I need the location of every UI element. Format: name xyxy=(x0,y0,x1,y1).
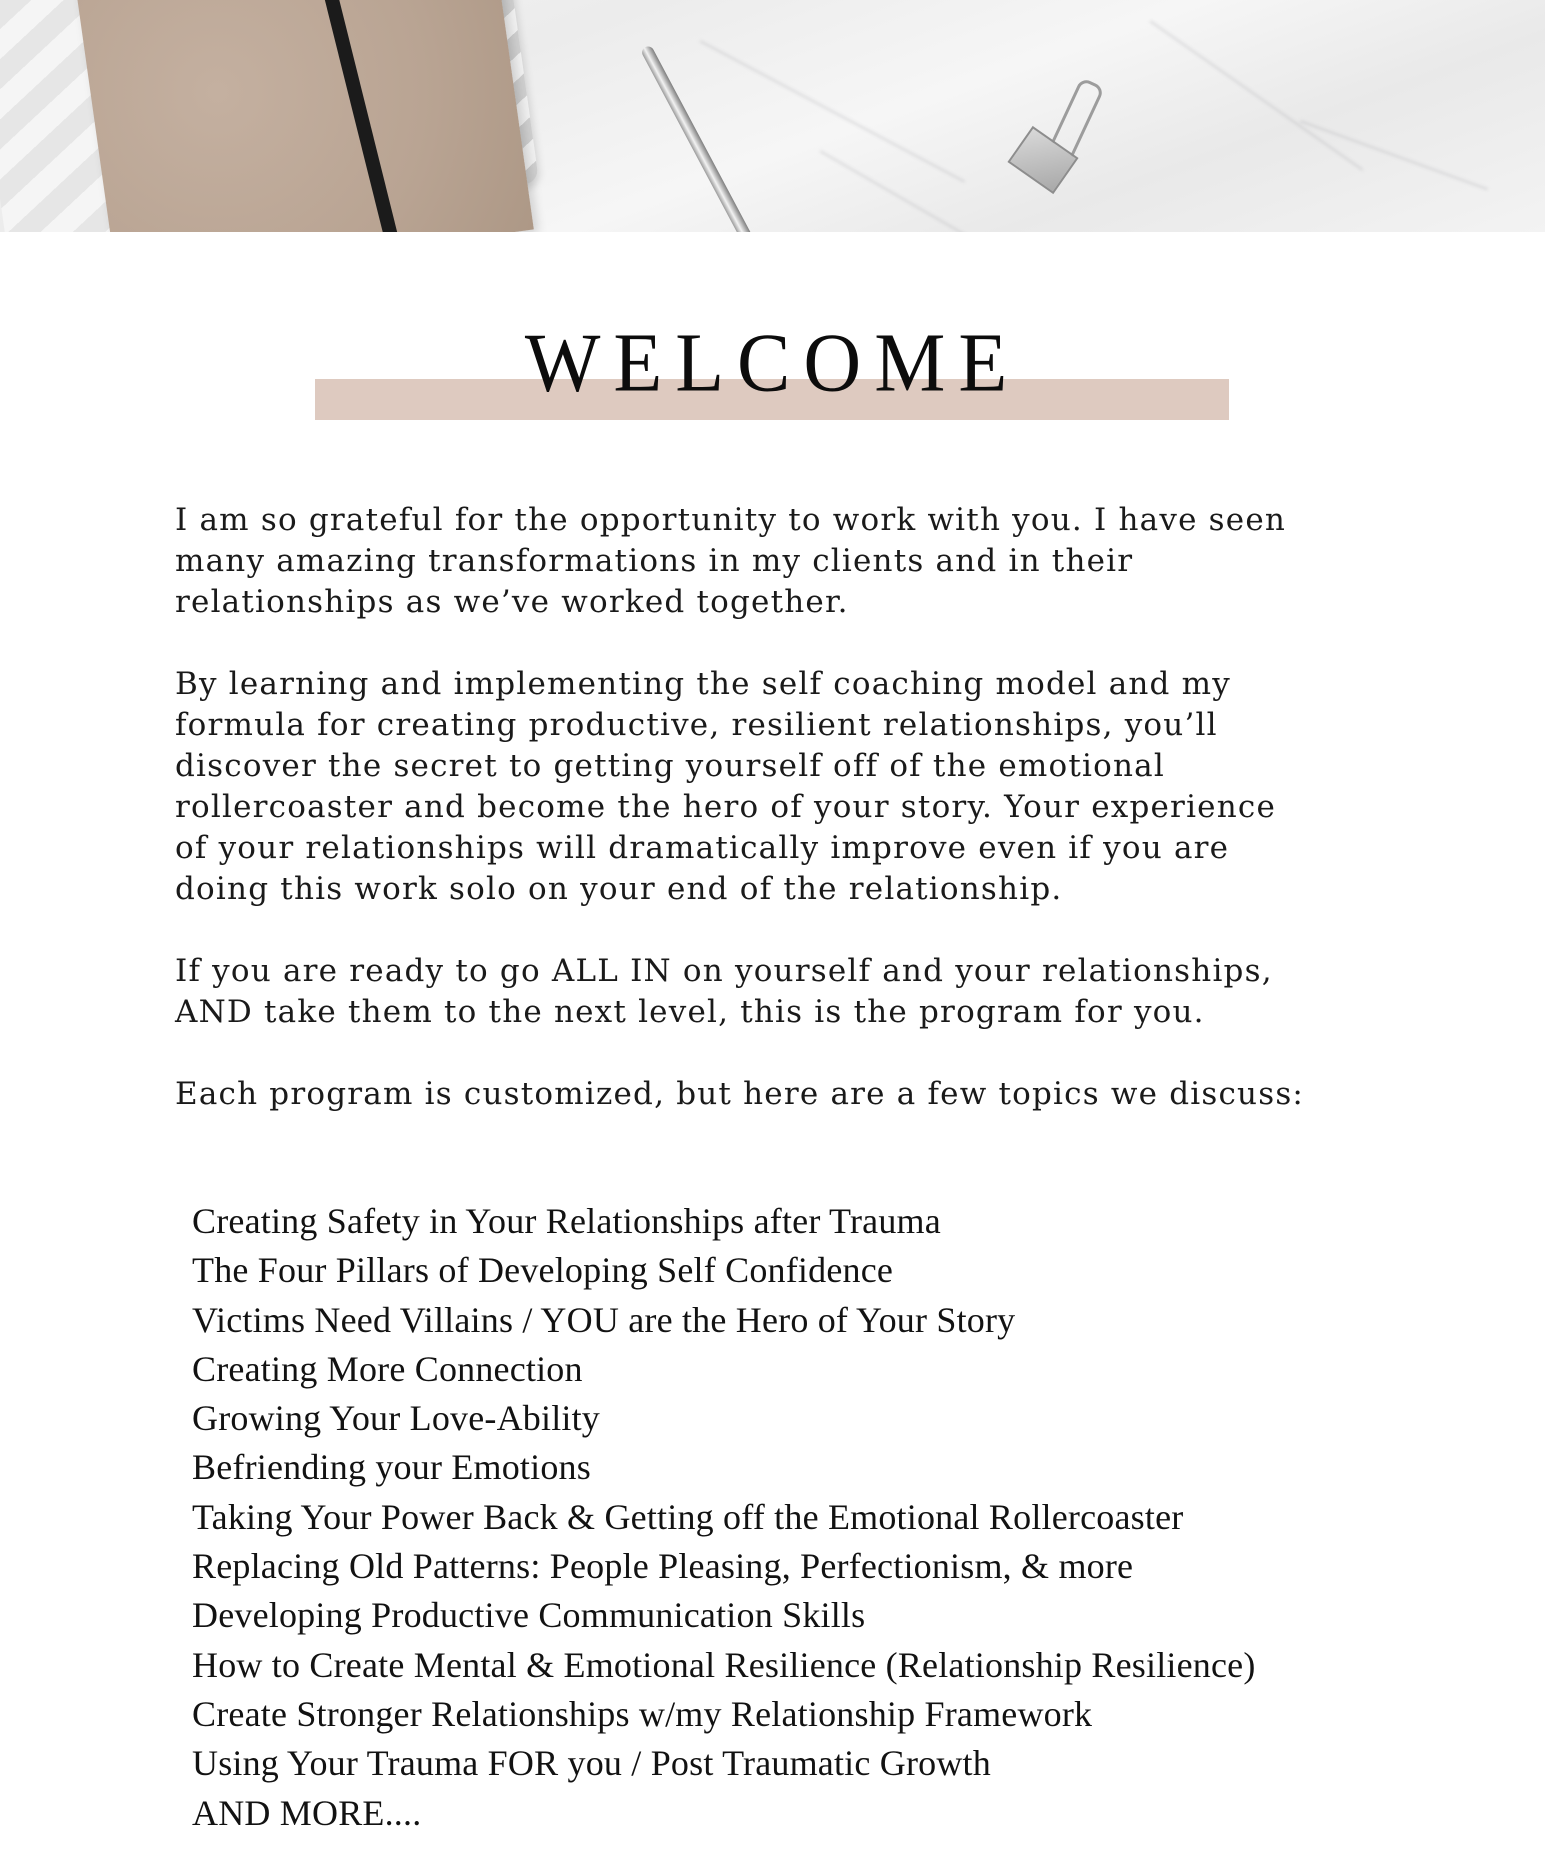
topic-item: Growing Your Love-Ability xyxy=(192,1398,600,1439)
intro-paragraph: By learning and implementing the self coaching model and my formula for creating productive, resilient relationships, you’ll discover the secret to getting yourself off of the emotional rollercoaster and become the hero of your story. Your experience of your relationships will dramatically improve even if you are doing this work solo on your end of the relationship. xyxy=(175,666,1276,907)
intro-paragraph: Each program is customized, but here are a few topics we discuss: xyxy=(175,1076,1305,1112)
topic-item: Replacing Old Patterns: People Pleasing, Perfectionism, & more xyxy=(192,1546,1134,1587)
header-banner-photo xyxy=(0,0,1545,232)
intro-paragraph: If you are ready to go ALL IN on yourself and your relationships, AND take them to the next level, this is the program for you. xyxy=(175,953,1273,1030)
marble-vein xyxy=(1300,120,1489,190)
marble-vein xyxy=(700,40,966,183)
topics-list xyxy=(192,1197,1442,1838)
topic-item: How to Create Mental & Emotional Resilience (Relationship Resilience) xyxy=(192,1644,1256,1685)
marble-vein xyxy=(820,150,1012,232)
notebook-icon xyxy=(76,0,534,232)
topic-item: Developing Productive Communication Skills xyxy=(192,1595,866,1636)
intro-section xyxy=(175,500,1375,1156)
topic-item: Befriending your Emotions xyxy=(192,1447,591,1488)
topic-item: Creating Safety in Your Relationships after Trauma xyxy=(192,1201,941,1241)
topic-item: Victims Need Villains / YOU are the Hero of Your Story xyxy=(192,1299,1016,1340)
page-title: WELCOME xyxy=(524,316,1021,410)
topic-item: Creating More Connection xyxy=(192,1348,583,1389)
topic-item: Create Stronger Relationships w/my Relationship Framework xyxy=(192,1693,1093,1734)
topic-item-more: AND MORE.... xyxy=(192,1792,422,1833)
pen-icon xyxy=(640,44,759,232)
topic-item: Taking Your Power Back & Getting off the Emotional Rollercoaster xyxy=(192,1496,1184,1537)
intro-paragraph: I am so grateful for the opportunity to work with you. I have seen many amazing transformations in my clients and in their relationships as we’ve worked together. xyxy=(175,502,1287,620)
marble-vein xyxy=(1149,20,1363,171)
topic-item: Using Your Trauma FOR you / Post Traumatic Growth xyxy=(192,1743,991,1784)
topic-item: The Four Pillars of Developing Self Confidence xyxy=(192,1250,894,1291)
